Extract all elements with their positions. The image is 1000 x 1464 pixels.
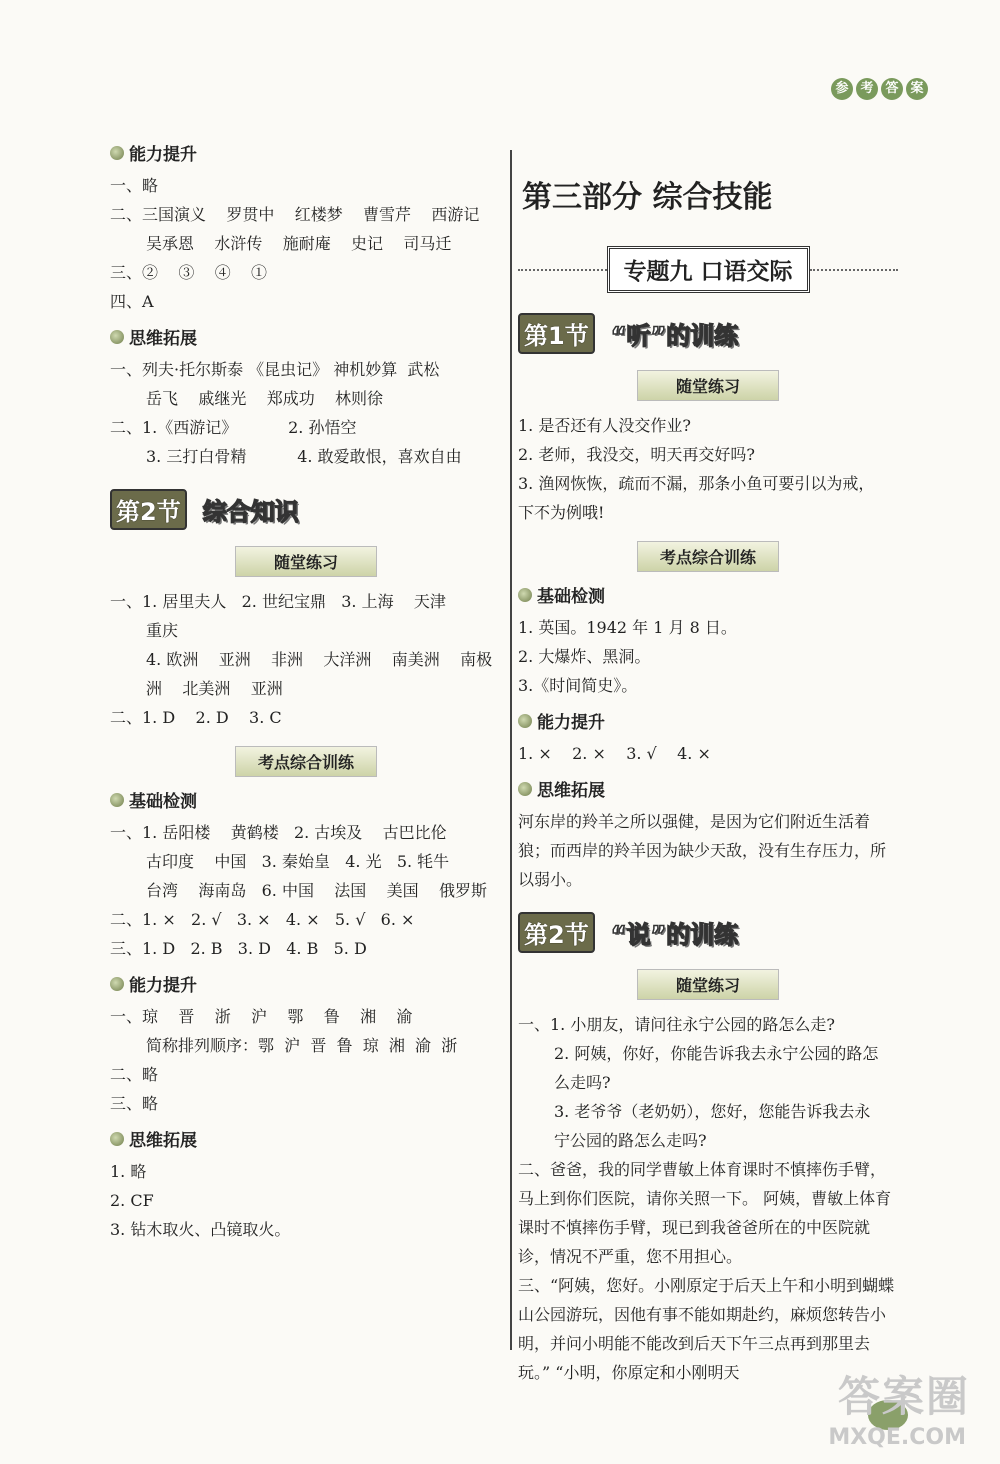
answer-line: 洲 北美洲 亚洲 <box>146 679 283 698</box>
answer-line: 1. 是否还有人没交作业? <box>518 416 691 435</box>
answer-line: 一、1. 岳阳楼 黄鹤楼 2. 古埃及 古巴比伦 <box>110 823 447 842</box>
subheading: 思维拓展 <box>518 776 898 801</box>
answer-line: 3. 三打白骨精 4. 敢爱敢恨，喜欢自由 <box>146 447 462 466</box>
answer-line: 台湾 海南岛 6. 中国 法国 美国 俄罗斯 <box>146 881 487 900</box>
answer-line: 三、略 <box>110 1094 159 1113</box>
section-heading: 第1节 “听”的训练 <box>518 313 898 354</box>
answer-line: 宁公园的路怎么走吗? <box>554 1131 707 1150</box>
subheading: 能力提升 <box>518 708 898 733</box>
subheading: 能力提升 <box>110 971 502 996</box>
watermark-logo: 答案圈 <box>837 1372 970 1421</box>
answer-line: 3. 老爷爷（老奶奶），您好，您能告诉我去永 <box>554 1102 871 1121</box>
answer-line: 三、1. D 2. B 3. D 4. B 5. D <box>110 939 367 958</box>
answer-paragraph: 三、“阿姨，您好。小刚原定于后天上午和小明到蝴蝶山公园游玩，因他有事不能如期赴约，麻烦您转告小明，并问小明能不能改到后天下午三点再到那里去玩。” “小明，你原定和小刚明天 <box>518 1276 895 1382</box>
answer-line: 二、三国演义 罗贯中 红楼梦 曹雪芹 西游记 <box>110 205 480 224</box>
exercise-label: 随堂练习 <box>637 370 779 401</box>
answer-line: 一、列夫·托尔斯泰 《昆虫记》 神机妙算 武松 <box>110 360 440 379</box>
subheading: 能力提升 <box>110 140 502 165</box>
answer-line: 二、1. × 2. √ 3. × 4. × 5. √ 6. × <box>110 910 415 929</box>
answer-line: 1. × 2. × 3. √ 4. × <box>518 744 711 763</box>
header-char: 参 <box>831 78 853 100</box>
subheading: 思维拓展 <box>110 324 502 349</box>
section-heading: 第2节 综合知识 <box>110 489 502 530</box>
bullet-icon <box>110 1132 124 1146</box>
subheading: 思维拓展 <box>110 1126 502 1151</box>
answer-line: 吴承恩 水浒传 施耐庵 史记 司马迁 <box>146 234 452 253</box>
answer-paragraph: 二、爸爸，我的同学曹敏上体育课时不慎摔伤手臂，马上到你们医院，请你关照一下。 阿姨，曹敏上体育课时不慎摔伤手臂，现已到我爸爸所在的中医院就诊，情况不严重，您不用担心。 <box>518 1160 892 1266</box>
exercise-label: 考点综合训练 <box>637 541 779 572</box>
exercise-label: 考点综合训练 <box>235 746 377 777</box>
answer-line: 三、② ③ ④ ① <box>110 263 268 282</box>
answer-line: 么走吗? <box>554 1073 611 1092</box>
exercise-label: 随堂练习 <box>235 546 377 577</box>
header-char: 考 <box>856 78 878 100</box>
exercise-label: 随堂练习 <box>637 969 779 1000</box>
bullet-icon <box>518 588 532 602</box>
subheading: 基础检测 <box>110 787 502 812</box>
right-column <box>518 172 898 1387</box>
header-char: 答 <box>881 78 903 100</box>
answer-line: 1. 英国。1942 年 1 月 8 日。 <box>518 618 737 637</box>
bullet-icon <box>110 330 124 344</box>
answer-line: 一、1. 小朋友，请问往永宁公园的路怎么走? <box>518 1015 835 1034</box>
bullet-icon <box>110 977 124 991</box>
header-char: 案 <box>906 78 928 100</box>
answer-line: 2. 阿姨，你好，你能告诉我去永宁公园的路怎 <box>554 1044 879 1063</box>
bullet-icon <box>518 782 532 796</box>
bullet-icon <box>518 714 532 728</box>
bullet-icon <box>110 793 124 807</box>
answer-line: 3. 渔网恢恢，疏而不漏，那条小鱼可要引以为戒， <box>518 474 875 493</box>
answer-line: 岳飞 戚继光 郑成功 林则徐 <box>146 389 384 408</box>
bullet-icon <box>110 146 124 160</box>
answer-line: 一、略 <box>110 176 159 195</box>
answer-line: 2. CF <box>110 1191 154 1210</box>
left-column <box>110 132 502 1244</box>
answer-line: 下不为例哦! <box>518 503 605 522</box>
answer-line: 二、略 <box>110 1065 159 1084</box>
answer-line: 3.《时间简史》。 <box>518 676 638 695</box>
topic-title: 专题九 口语交际 <box>607 246 810 293</box>
topic-banner <box>518 246 898 293</box>
watermark-url: MXQE.COM <box>828 1425 966 1450</box>
answer-line: 一、1. 居里夫人 2. 世纪宝鼎 3. 上海 天津 <box>110 592 446 611</box>
answer-line: 4. 欧洲 亚洲 非洲 大洋洲 南美洲 南极 <box>146 650 493 669</box>
section-heading: 第2节 “说”的训练 <box>518 912 898 953</box>
answer-line: 古印度 中国 3. 秦始皇 4. 光 5. 牦牛 <box>146 852 450 871</box>
answer-line: 重庆 <box>146 621 179 640</box>
answer-line: 2. 老师，我没交，明天再交好吗? <box>518 445 755 464</box>
answer-line: 2. 大爆炸、黑洞。 <box>518 647 651 666</box>
answer-line: 一、琼 晋 浙 沪 鄂 鲁 湘 渝 <box>110 1007 413 1026</box>
answer-line: 1. 略 <box>110 1162 147 1181</box>
answer-line: 3. 钻木取火、凸镜取火。 <box>110 1220 291 1239</box>
header-badge <box>831 78 928 100</box>
answer-line: 二、1. D 2. D 3. C <box>110 708 282 727</box>
answer-line: 简称排列顺序：鄂 沪 晋 鲁 琼 湘 渝 浙 <box>146 1036 458 1055</box>
answer-line: 二、1.《西游记》 2. 孙悟空 <box>110 418 357 437</box>
column-divider <box>510 150 512 1350</box>
subheading: 基础检测 <box>518 582 898 607</box>
answer-line: 四、A <box>110 292 154 311</box>
answer-paragraph: 河东岸的羚羊之所以强健，是因为它们附近生活着狼；而西岸的羚羊因为缺少天敌，没有生存压力，所以弱小。 <box>518 812 887 889</box>
part-title: 第三部分 综合技能 <box>522 180 773 215</box>
